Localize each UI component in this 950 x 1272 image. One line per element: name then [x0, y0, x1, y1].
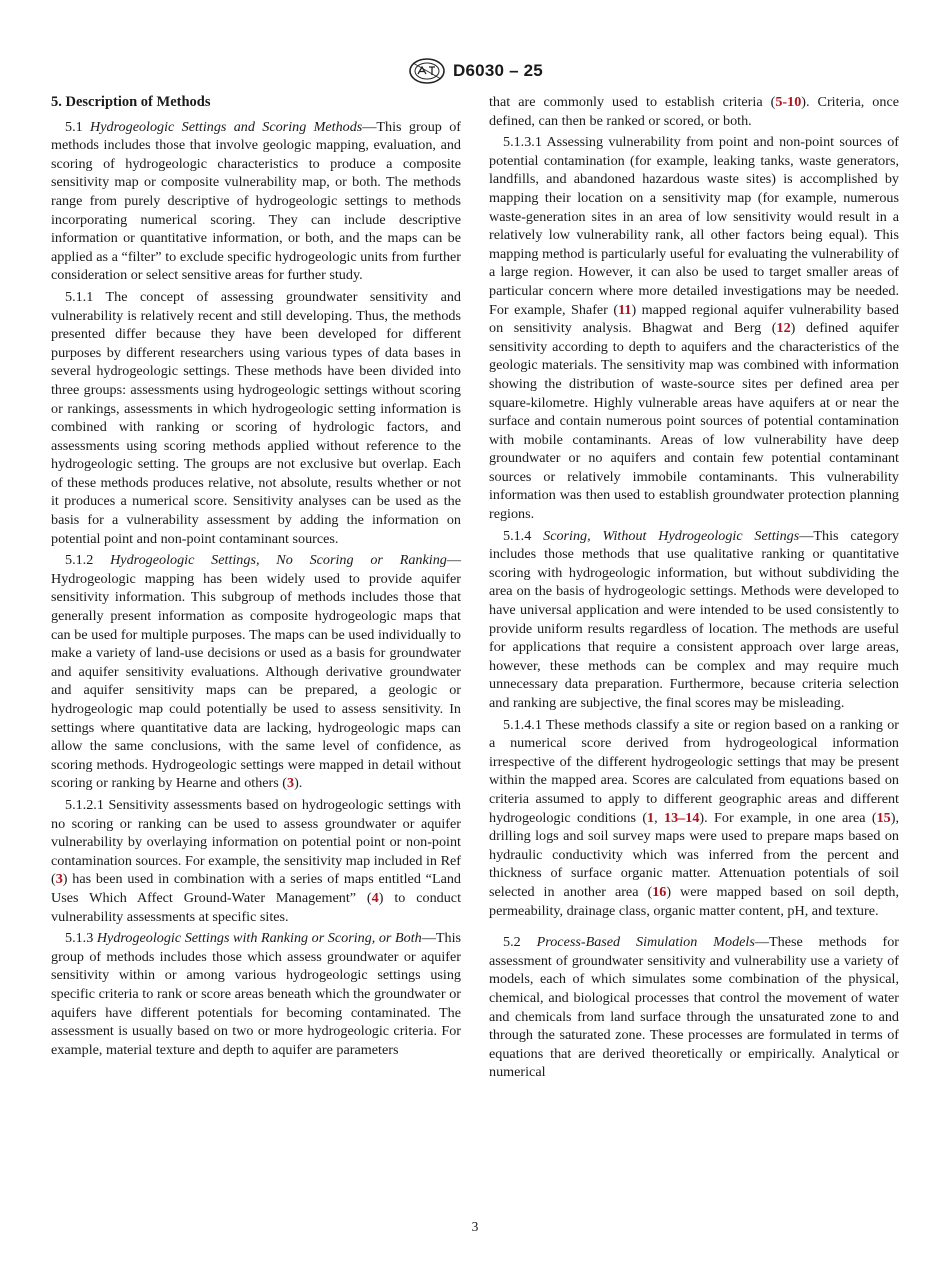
- right-column: [489, 93, 899, 1085]
- para-text: —Hydrogeologic mapping has been widely used to provide aquifer sensitivity information. This subgroup of methods includes those that generally present information as composite hydrogeologic maps that can be used for multiple purposes. The maps can be used individually to make a variety of land-use decisions or used as a basis for groundwater and aquifer sensitivity evaluations. Although derivative groundwater and aquifer sensitivity maps can be prepared, a geologic or hydrogeologic map could potentially be used to assess sensitivity. In settings where quantitative data are lacking, hydrogeologic maps can allow the same conclusions, with the same level of confidence, as scoring methods. Hydrogeologic settings were mapped in detail without scoring or ranking by Hearne and others (: [51, 552, 461, 792]
- para-text: —This category includes those methods that use qualitative ranking or quantitative scoring with hydrogeologic information, but without subdividing the area on the basis of hydrogeologic settings. Methods were developed to have universal application and were intended to be used consistently to provide uniform results regardless of location. The methods are useful for applications that require a consistent approach over large areas, however, these methods can be complex and may require much unnecessary data preparation. Furthermore, because criteria selection and ranking are subjective, the final scores may be misleading.: [489, 527, 900, 711]
- reference-link[interactable]: 1: [647, 809, 655, 826]
- para-number: 5.1.2: [65, 552, 94, 569]
- para-text: ) mapped regional aquifer vulnerability based on sensitivity analysis. Bhagwat and Berg (: [489, 301, 899, 337]
- para-text: ) defined aquifer sensitivity according to depth to aquifers and the characteristics of the geologic materials. The sensitivity map was combined with information showing the distribution of waste-source sites per defined area per square-kilometre. Highly vulnerable areas have aquifers at or near the surface and contain numerous point sources of potential contamination with mobile contaminants. Areas of low vulnerability have deep groundwater or no aquifers and contain few potential contaminant sources or relatively immobile contaminants. This vulnerability information was then used to establish groundwater protection planning regions.: [489, 320, 899, 523]
- reference-link[interactable]: 13: [664, 809, 679, 826]
- section-title: 5. Description of Methods: [51, 94, 211, 110]
- para-text: 5.1.3.1 Assessing vulnerability from point and non-point sources of potential contamination (for example, leaking tanks, waste generators, landfills, and abandoned hazardous waste sites) is accomplished by mapping their location on a sensitivity map (for example, numerous waste-generation sites in an area of low sensitivity would result in a relatively low vulnerability rank, all other factors being equal). This mapping method is particularly useful for evaluating the vulnerability of a large region. However, it can also be used to target smaller areas of particular concern where more detailed investigations may be needed. For example, Shafer (: [489, 134, 899, 318]
- para-text: ) has been used in combination with a series of maps entitled “Land Uses Which Affect Ground-Water Management” (: [51, 871, 461, 906]
- reference-link[interactable]: 14: [685, 809, 700, 826]
- para-text: ) to conduct vulnerability assessments at specific sites.: [51, 889, 461, 925]
- para-number: 5.1.3: [65, 930, 94, 947]
- para-text: 5.1.2.1 Sensitivity assessments based on hydrogeologic settings with no scoring or ranking can be used to assess groundwater or aquifer vulnerability by overlaying information on potential point or non-point contamination sources. For example, the sensitivity map included in Ref (: [51, 796, 461, 888]
- reference-link[interactable]: 12: [776, 320, 791, 337]
- para-heading: Hydrogeologic Settings with Ranking or Scoring, or Both: [96, 930, 422, 947]
- document-designation: D6030 – 25: [453, 61, 543, 80]
- paragraph-5-1-3-1: [489, 133, 899, 523]
- para-heading: Hydrogeologic Settings, No Scoring or Ranking: [110, 552, 447, 569]
- page-number: 3: [471, 1219, 479, 1234]
- para-number: 5.1.4: [503, 527, 532, 544]
- para-number: 5.2: [503, 934, 521, 951]
- paragraph-5-1: [51, 118, 461, 285]
- para-number: 5.1: [65, 118, 83, 135]
- left-column: [51, 93, 461, 1062]
- para-heading: Process-Based Simulation Models: [536, 934, 755, 951]
- paragraph-5-1-2-1: [51, 796, 461, 926]
- paragraph-5-2: [489, 933, 899, 1082]
- reference-link[interactable]: 5-10: [775, 94, 802, 110]
- reference-link[interactable]: 3: [287, 775, 295, 792]
- reference-link[interactable]: 15: [876, 809, 891, 826]
- astm-logo-icon: [407, 57, 447, 85]
- paragraph-5-1-2: [51, 551, 461, 793]
- paragraph-5-1-1: 5.1.1 The concept of assessing groundwater sensitivity and vulnerability is relatively recent and still developing. Thus, the methods presented differ because they have been developed for different purposes by different researchers using various types of data bases in several hydrogeologic settings. These methods have been divided into three groups: assessments using hydrogeologic settings without scoring or rankings, assessments in which hydrogeologic setting information is combined with ranking or scoring of hydrologic factors, and assessments using scoring methods applied without reference to the hydrogeologic setting. The groups are not exclusive but overlap. Each of these methods produces relative, not absolute, results whether or not it produces a numerical score. Sensitivity analyses can be used as the basis for a vulnerability assessment by adding the information on potential point and non-point contaminant sources.: [51, 288, 461, 547]
- para-text: ,: [654, 809, 665, 826]
- paragraph-5-1-4-1: [489, 716, 899, 921]
- reference-link[interactable]: 11: [618, 301, 632, 318]
- paragraph-5-1-3: [51, 929, 461, 1059]
- para-text: ) were mapped based on soil depth, permeability, drainage class, organic matter content, pH, and texture.: [489, 883, 899, 919]
- para-heading: Hydrogeologic Settings and Scoring Methods: [90, 118, 363, 135]
- para-text: 5.1.4.1 These methods classify a site or region based on a ranking or a numerical score derived from hydrogeological information irrespective of the different hydrogeologic settings that may be present within the mapped area. Scores are calculated from equations based on criteria assumed to apply to different geographic areas and different hydrogeologic conditions (: [489, 716, 899, 826]
- para-heading: Scoring, Without Hydrogeologic Settings: [543, 527, 800, 544]
- para-text: ), drilling logs and soil survey maps were used to prepare maps based on hydraulic conductivity which was inferred from the percent and thickness of surface organic matter. Attenuation potentials of soil selected in another area (: [489, 809, 899, 900]
- reference-link[interactable]: 3: [55, 871, 63, 888]
- para-text: that are commonly used to establish criteria (: [489, 94, 776, 110]
- para-text: —This group of methods includes those which assess groundwater or aquifer sensitivity within or among various hydrogeologic settings using specific criteria to rank or score areas beneath which the groundwater or aquifers have different potentials for becoming contaminated. The assessment is usually based on two or more hydrogeologic criteria. For example, material texture and depth to aquifer are parameters: [51, 930, 461, 1058]
- para-text: ). Criteria, once defined, can then be ranked or scored, or both.: [489, 94, 899, 129]
- reference-range-dash: –: [678, 809, 686, 826]
- page-header: [0, 56, 950, 86]
- para-text: —These methods for assessment of groundwater sensitivity and vulnerability use a variety of models, each of which simulates some combination of the physical, chemical, and biological processes that control the movement of water and chemicals from land surface through the unsaturated zone to and through the saturated zone. These processes are formulated in terms of equations that are derived theoretically or empirically. Analytical or numerical: [489, 934, 899, 1081]
- para-text: ). For example, in one area (: [699, 809, 877, 826]
- paragraph-5-1-4: [489, 527, 899, 713]
- para-text: ).: [294, 775, 303, 792]
- para-text: —This group of methods includes those that involve geologic mapping, evaluation, and scoring of hydrogeologic characteristics to produce a composite sensitivity map or composite vulnerability map, or both. The methods range from purely descriptive of hydrogeologic settings to methods incorporating numerical scoring. They can include descriptive information or quantitative information, or both, and the maps can be applied as a “filter” to exclude specific hydrogeologic units from further consideration or select sensitive areas for further study.: [51, 118, 461, 284]
- paragraph-5-1-3-cont: [489, 93, 899, 130]
- reference-link[interactable]: 4: [371, 889, 379, 906]
- reference-link[interactable]: 16: [652, 883, 667, 900]
